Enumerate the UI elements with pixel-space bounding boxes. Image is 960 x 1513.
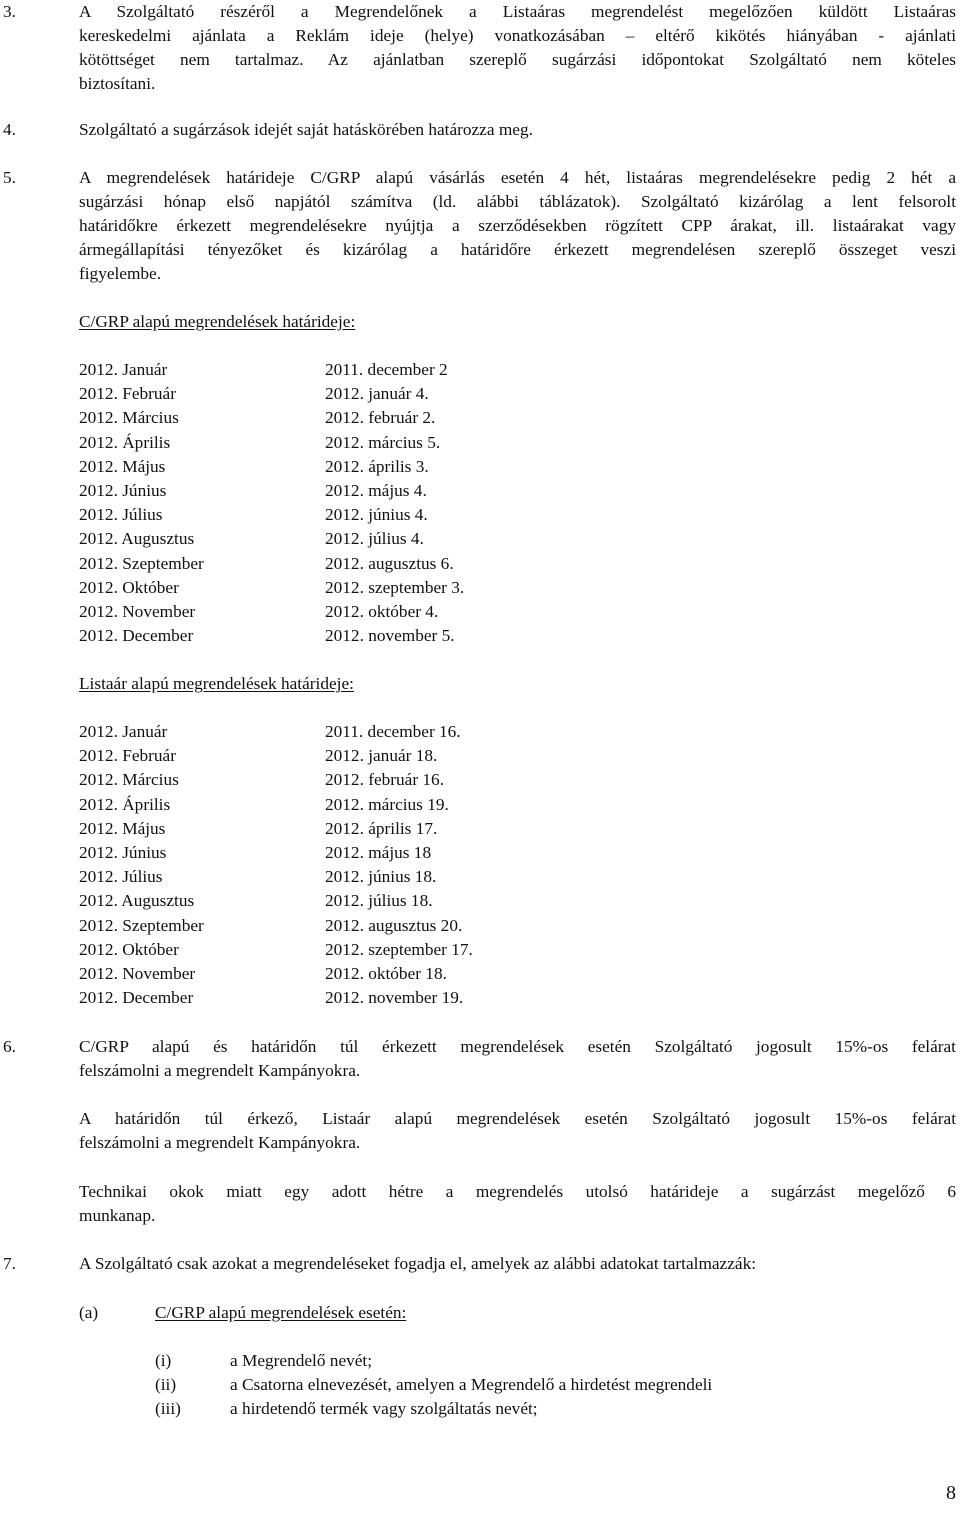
item-3-number: 3. [3, 2, 16, 21]
table-row [79, 406, 579, 430]
deadline-cell: 2012. augusztus 6. [325, 553, 454, 573]
text-line: A Szolgáltató részéről a Megrendelőnek a Listaáras megrendelést megelőzően küldött Listaáras [79, 2, 956, 21]
table-row [79, 552, 579, 576]
table-row [79, 431, 579, 455]
month-cell: 2012. Május [79, 818, 166, 838]
deadline-cell: 2012. október 4. [325, 601, 439, 621]
table-row [79, 576, 579, 600]
deadline-cell: 2011. december 16. [325, 722, 461, 741]
item-6-paragraph-1 [79, 1035, 956, 1083]
table-row [79, 841, 579, 865]
item-7-number: 7. [3, 1254, 16, 1273]
month-cell: 2012. Május [79, 456, 166, 476]
text-line: biztosítani. [79, 74, 156, 93]
text-line: ármegállapítási tényezőket és kizárólag a határidőre érkezett megrendelésen szereplő összeget veszi [79, 240, 956, 259]
deadline-cell: 2012. február 16. [325, 770, 445, 790]
deadline-cell: 2012. június 4. [325, 505, 428, 525]
deadline-cell: 2012. január 18. [325, 746, 438, 766]
table-row [79, 865, 579, 889]
text-line: C/GRP alapú és határidőn túl érkezett megrendelések esetén Szolgáltató jogosult 15%-os felárat [79, 1037, 956, 1056]
month-cell: 2012. Augusztus [79, 891, 195, 911]
month-cell: 2012. Március [79, 408, 179, 428]
page-number: 8 [946, 1482, 956, 1504]
month-cell: 2012. Február [79, 746, 176, 766]
table-row [79, 624, 579, 648]
item-6-paragraph-3 [79, 1180, 956, 1228]
listaar-deadline-table [79, 720, 579, 1010]
month-cell: 2012. November [79, 601, 196, 621]
month-cell: 2012. Augusztus [79, 529, 195, 549]
table-row [79, 358, 579, 382]
table-row [79, 479, 579, 503]
deadline-cell: 2012. április 3. [325, 456, 429, 476]
month-cell: 2012. Január [79, 722, 168, 741]
deadline-cell: 2012. április 17. [325, 818, 438, 838]
month-cell: 2012. November [79, 963, 196, 983]
month-cell: 2012. Július [79, 867, 163, 887]
item-5-paragraph [79, 166, 956, 286]
deadline-cell: 2012. november 19. [325, 988, 464, 1008]
table-row [79, 768, 579, 792]
subitem-i-text: a Megrendelő nevét; [230, 1351, 373, 1370]
subitem-a-text: C/GRP alapú megrendelések esetén: [155, 1303, 407, 1322]
text-line: határidőkre érkezett megrendelésekre nyújtja a szerződésekben rögzített CPP árakat, ill. listaárakat vagy [79, 216, 956, 235]
deadline-cell: 2012. május 18 [325, 842, 432, 862]
deadline-cell: 2012. január 4. [325, 384, 429, 404]
month-cell: 2012. Június [79, 842, 167, 862]
subitem-ii-text: a Csatorna elnevezését, amelyen a Megrendelő a hirdetést megrendeli [230, 1375, 713, 1394]
deadline-cell: 2012. május 4. [325, 480, 427, 500]
table-row [79, 527, 579, 551]
table-row [79, 889, 579, 913]
text-line: figyelembe. [79, 264, 162, 283]
text-line: sugárzási hónap első napjától számítva (ld. alábbi táblázatok). Szolgáltató kizárólag a lent felsorolt [79, 192, 956, 211]
table-row [79, 744, 579, 768]
deadline-cell: 2012. szeptember 17. [325, 939, 473, 959]
deadline-cell: 2011. december 2 [325, 360, 448, 379]
cgrp-deadline-table [79, 358, 579, 648]
item-6-number: 6. [3, 1037, 16, 1056]
month-cell: 2012. Október [79, 939, 179, 959]
deadline-cell: 2012. augusztus 20. [325, 915, 463, 935]
table-row [79, 914, 579, 938]
table-row [79, 720, 579, 744]
text-line: felszámolni a megrendelt Kampányokra. [79, 1133, 361, 1152]
text-line: felszámolni a megrendelt Kampányokra. [79, 1061, 361, 1080]
item-4-number: 4. [3, 120, 16, 139]
month-cell: 2012. Április [79, 432, 171, 452]
table-row [79, 503, 579, 527]
deadline-cell: 2012. szeptember 3. [325, 577, 465, 597]
deadline-cell: 2012. március 5. [325, 432, 441, 452]
item-3-paragraph [79, 0, 956, 96]
deadline-cell: 2012. október 18. [325, 963, 447, 983]
cgrp-deadline-heading: C/GRP alapú megrendelések határideje: [79, 312, 356, 331]
deadline-cell: 2012. február 2. [325, 408, 436, 428]
subitem-a-label: (a) [79, 1303, 99, 1322]
month-cell: 2012. Október [79, 577, 179, 597]
month-cell: 2012. Június [79, 480, 167, 500]
month-cell: 2012. Július [79, 505, 163, 525]
text-line: A megrendelések határideje C/GRP alapú vásárlás esetén 4 hét, listaáras megrendelésekre pedig 2 hét a [79, 168, 956, 187]
table-row [79, 382, 579, 406]
table-row [79, 600, 579, 624]
table-row [79, 962, 579, 986]
listaar-deadline-heading: Listaár alapú megrendelések határideje: [79, 674, 354, 693]
table-row [79, 986, 579, 1010]
table-row [79, 817, 579, 841]
text-line: kereskedelmi ajánlata a Reklám ideje (helye) vonatkozásában – eltérő kikötés hiányában - ajánlati [79, 26, 956, 45]
deadline-cell: 2012. november 5. [325, 626, 455, 646]
table-row [79, 938, 579, 962]
month-cell: 2012. Szeptember [79, 553, 204, 573]
deadline-cell: 2012. március 19. [325, 794, 449, 814]
subitem-iii-label: (iii) [155, 1399, 181, 1418]
month-cell: 2012. Február [79, 384, 176, 404]
text-line: munkanap. [79, 1206, 156, 1225]
table-row [79, 793, 579, 817]
month-cell: 2012. Január [79, 360, 168, 379]
month-cell: 2012. Április [79, 794, 171, 814]
subitem-i-label: (i) [155, 1351, 172, 1370]
month-cell: 2012. Március [79, 770, 179, 790]
item-5-number: 5. [3, 168, 16, 187]
text-line: A határidőn túl érkező, Listaár alapú megrendelések esetén Szolgáltató jogosult 15%-os felárat [79, 1109, 956, 1128]
text-line: kötöttséget nem tartalmaz. Az ajánlatban szereplő sugárzási időpontokat Szolgáltató nem köteles [79, 50, 956, 69]
text-line: Technikai okok miatt egy adott hétre a megrendelés utolsó határideje a sugárzást megelőző 6 [79, 1182, 956, 1201]
subitem-iii-text: a hirdetendő termék vagy szolgáltatás nevét; [230, 1399, 538, 1418]
month-cell: 2012. December [79, 988, 194, 1008]
item-7-text: A Szolgáltató csak azokat a megrendeléseket fogadja el, amelyek az alábbi adatokat tartalmazzák: [79, 1254, 757, 1273]
deadline-cell: 2012. július 18. [325, 891, 433, 911]
item-6-paragraph-2 [79, 1107, 956, 1155]
deadline-cell: 2012. július 4. [325, 529, 424, 549]
item-4-text: Szolgáltató a sugárzások idejét saját hatáskörében határozza meg. [79, 120, 533, 139]
month-cell: 2012. Szeptember [79, 915, 204, 935]
deadline-cell: 2012. június 18. [325, 867, 437, 887]
table-row [79, 455, 579, 479]
subitem-ii-label: (ii) [155, 1375, 177, 1394]
month-cell: 2012. December [79, 626, 194, 646]
